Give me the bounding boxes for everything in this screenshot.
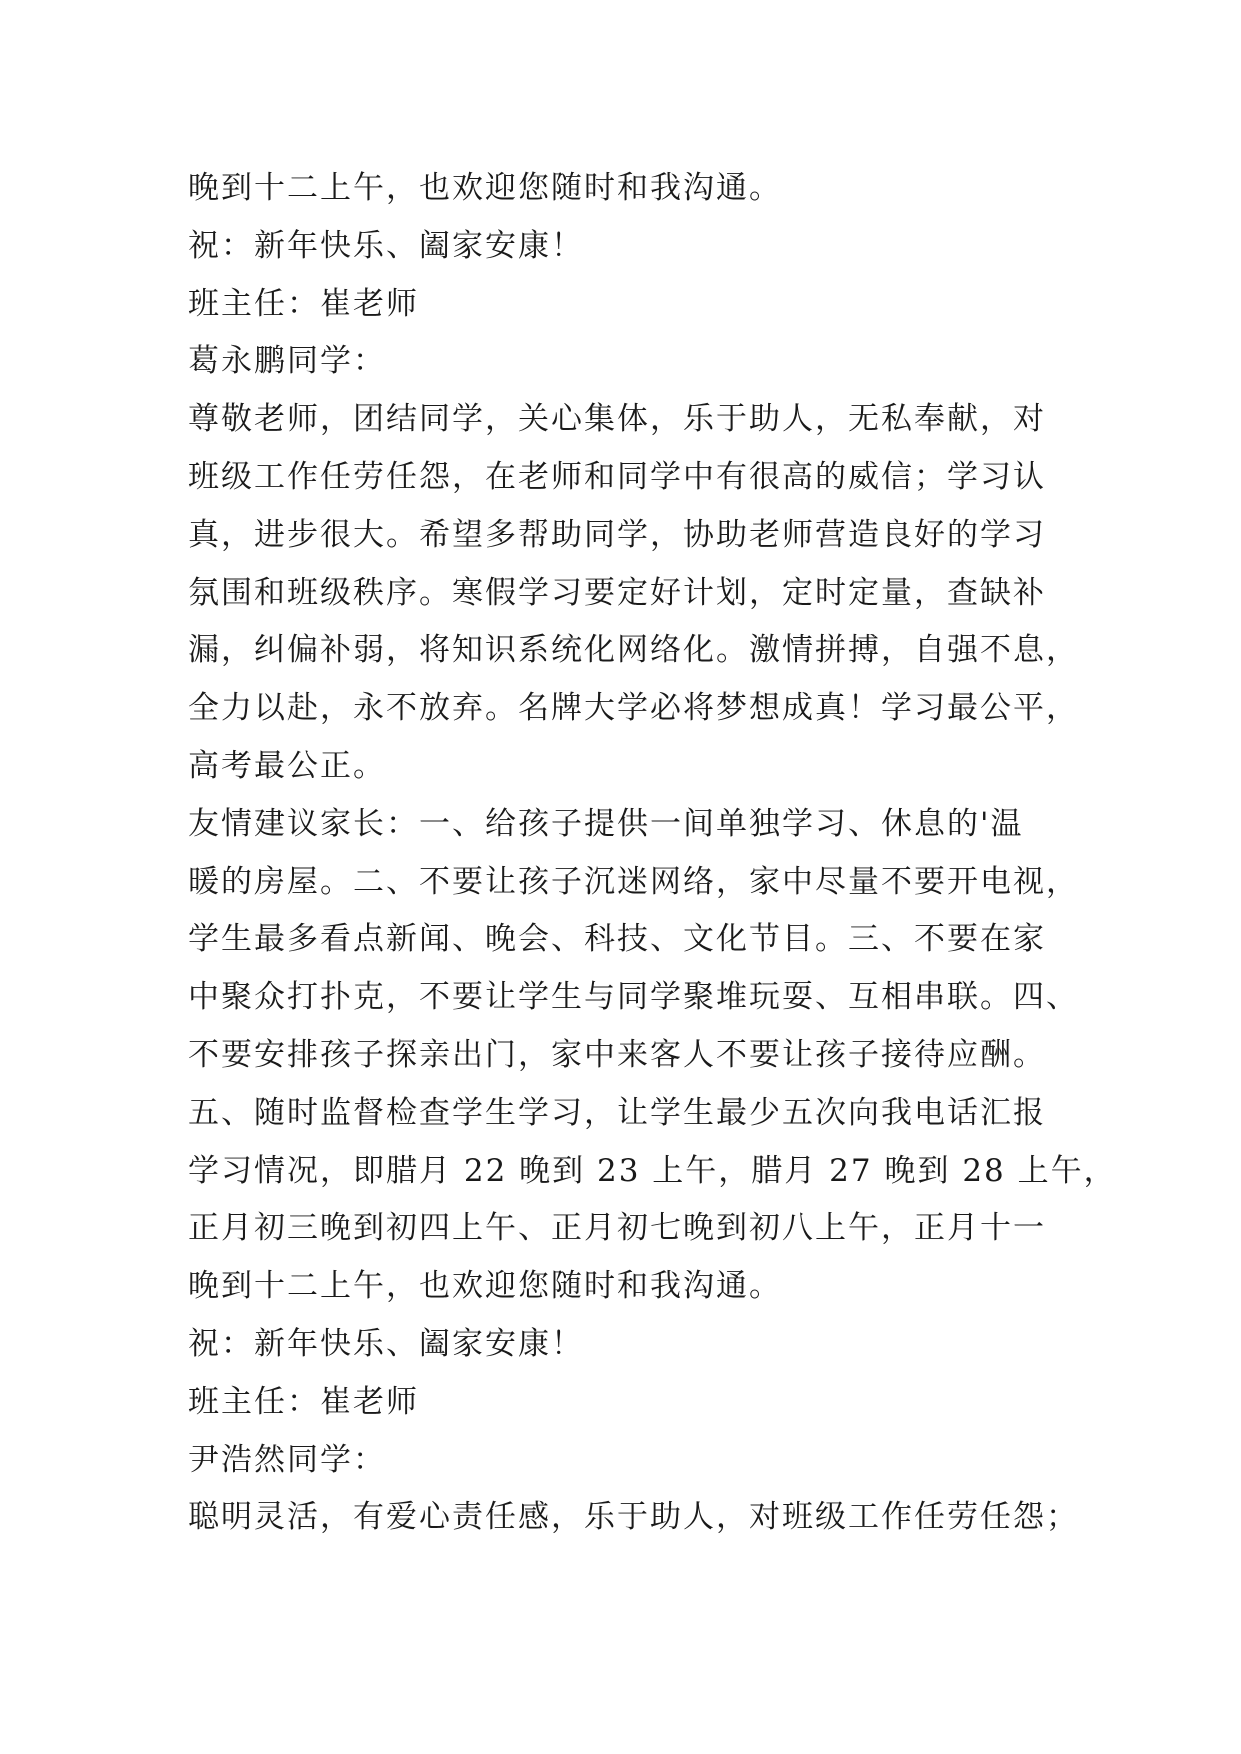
text-line: 学生最多看点新闻、晚会、科技、文化节目。三、不要在家 <box>188 921 1046 958</box>
text-line: 班主任：崔老师 <box>188 1383 419 1420</box>
text-line: 祝：新年快乐、阖家安康！ <box>188 227 584 264</box>
text-line: 学习情况，即腊月 22 晚到 23 上午，腊月 27 晚到 28 上午， <box>188 1152 1117 1189</box>
text-line: 祝：新年快乐、阖家安康！ <box>188 1325 584 1362</box>
text-line: 友情建议家长：一、给孩子提供一间单独学习、休息的'温 <box>188 805 1024 842</box>
text-line: 晚到十二上午，也欢迎您随时和我沟通。 <box>188 170 782 206</box>
document-body <box>188 160 1117 1547</box>
text-line: 尊敬老师，团结同学，关心集体，乐于助人，无私奉献，对 <box>188 401 1046 438</box>
text-line: 不要安排孩子探亲出门，家中来客人不要让孩子接待应酬。 <box>188 1036 1046 1073</box>
text-line: 晚到十二上午，也欢迎您随时和我沟通。 <box>188 1268 782 1305</box>
student-heading: 尹浩然同学： <box>188 1441 386 1478</box>
text-line: 班级工作任劳任怨，在老师和同学中有很高的威信；学习认 <box>188 458 1046 495</box>
student-heading: 葛永鹏同学： <box>188 343 386 380</box>
text-line: 班主任：崔老师 <box>188 285 419 322</box>
text-line: 氛围和班级秩序。寒假学习要定好计划，定时定量，查缺补 <box>188 574 1046 611</box>
text-line: 五、随时监督检查学生学习，让学生最少五次向我电话汇报 <box>188 1094 1046 1131</box>
text-line: 正月初三晚到初四上午、正月初七晚到初八上午，正月十一 <box>188 1210 1046 1247</box>
text-line: 真，进步很大。希望多帮助同学，协助老师营造良好的学习 <box>188 516 1046 553</box>
text-line: 中聚众打扑克，不要让学生与同学聚堆玩耍、互相串联。四、 <box>188 979 1079 1016</box>
text-line: 全力以赴，永不放弃。名牌大学必将梦想成真！学习最公平， <box>188 690 1079 727</box>
text-line: 高考最公正。 <box>188 747 386 784</box>
text-line: 聪明灵活，有爱心责任感，乐于助人，对班级工作任劳任怨； <box>188 1499 1079 1536</box>
text-line: 漏，纠偏补弱，将知识系统化网络化。激情拼搏，自强不息， <box>188 632 1079 669</box>
text-line: 暖的房屋。二、不要让孩子沉迷网络，家中尽量不要开电视， <box>188 863 1079 900</box>
